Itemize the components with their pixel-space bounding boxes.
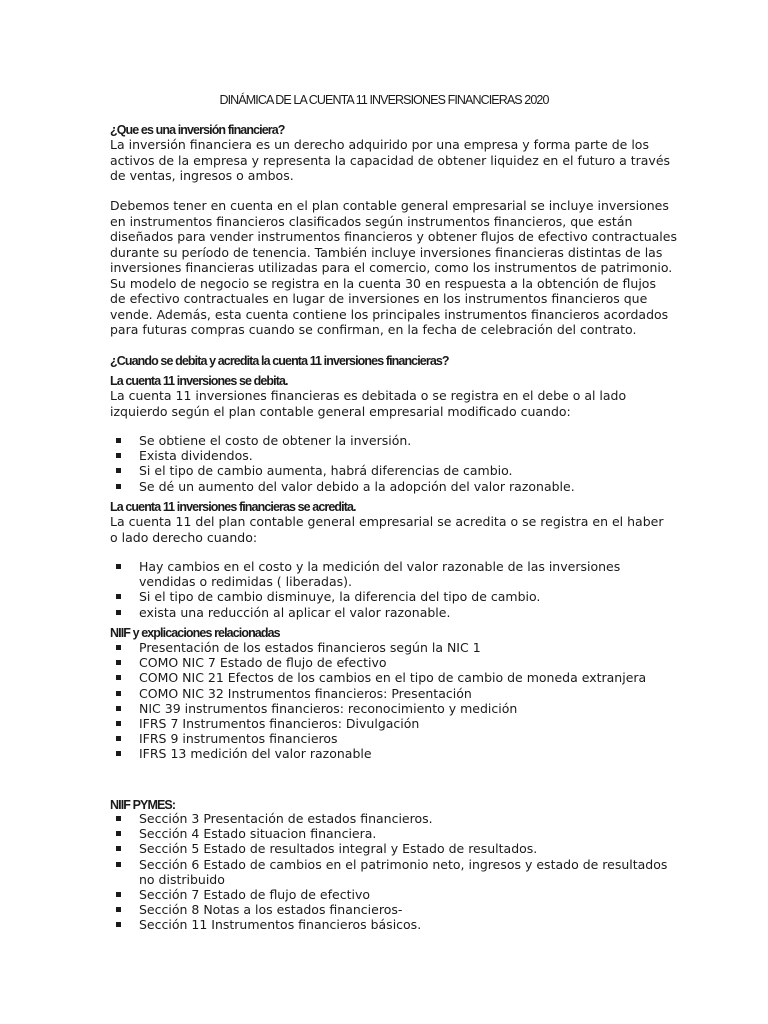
list-item: IFRS 9 instrumentos financieros <box>110 731 646 746</box>
credit-list <box>110 559 620 620</box>
pymes-list <box>110 811 667 933</box>
list-item <box>110 902 667 917</box>
list-item: Se dé un aumento del valor debido a la adopción del valor razonable. <box>110 479 575 494</box>
text-line: durante su período de tenencia. También incluye inversiones financieras distintas de las <box>110 244 663 260</box>
paragraph-plan-contable <box>110 198 677 338</box>
text-line: Su modelo de negocio se registra en la cuenta 30 en respuesta a la obtención de flujos <box>110 275 656 291</box>
text-line: en instrumentos financieros clasificados según instrumentos financieros, que están <box>110 213 633 229</box>
text-line: izquierdo según el plan contable general empresarial modificado cuando: <box>110 403 571 419</box>
debit-list <box>110 433 575 494</box>
text-line: Debemos tener en cuenta en el plan contable general empresarial se incluye inversiones <box>110 198 669 213</box>
niif-list <box>110 640 646 762</box>
list-item <box>110 559 620 589</box>
text-line: La cuenta 11 del plan contable general empresarial se acredita o se registra en el haber <box>110 514 664 529</box>
text-line: inversiones financieras utilizadas para el comercio, como los instrumentos de patrimonio. <box>110 260 673 275</box>
list-item-text: Sección 11 Instrumentos financieros básicos. <box>139 917 422 933</box>
list-item <box>110 917 667 932</box>
heading-credit: La cuenta 11 inversiones financieras se acredita. <box>110 500 356 514</box>
list-item <box>110 811 667 826</box>
text-line: La inversión financiera es un derecho adquirido por una empresa y forma parte de los <box>110 137 649 152</box>
text-line: para futuras compras cuando se confirman, en la fecha de celebración del contrato. <box>110 322 637 337</box>
heading-niif-pymes: NIIF PYMES: <box>110 798 176 812</box>
list-item-text: Sección 5 Estado de resultados integral y Estado de resultados. <box>139 841 538 857</box>
text-line: de ventas, ingresos o ambos. <box>110 168 294 183</box>
heading-niif: NIIF y explicaciones relacionadas <box>110 626 280 640</box>
paragraph-definition <box>110 137 670 184</box>
list-item <box>110 887 667 902</box>
heading-what-is-investment: ¿Que es una inversión financiera? <box>110 123 285 137</box>
list-item: Presentación de los estados financieros según la NIC 1 <box>110 640 646 655</box>
list-item-text: exista una reducción al aplicar el valor razonable. <box>139 604 451 620</box>
list-item <box>110 857 667 887</box>
list-item: NIC 39 instrumentos financieros: reconocimiento y medición <box>110 701 646 716</box>
text-line: de efectivo contractuales en lugar de inversiones en los instrumentos financieros que <box>110 291 648 306</box>
text-line: diseñados para vender instrumentos financieros y obtener flujos de efectivo contractuales <box>110 229 677 244</box>
heading-debit: La cuenta 11 inversiones se debita. <box>110 374 288 388</box>
list-item: COMO NIC 32 Instrumentos financieros: Presentación <box>110 686 646 701</box>
list-item <box>110 826 667 841</box>
list-item-text: Sección 8 Notas a los estados financieros- <box>139 902 403 918</box>
text-line: o lado derecho cuando: <box>110 529 258 545</box>
heading-debit-credit: ¿Cuando se debita y acredita la cuenta 11 inversiones financieras? <box>110 354 449 368</box>
list-item-text: Sección 6 Estado de cambios en el patrimonio neto, ingresos y estado de resultados <box>139 856 668 872</box>
text-line: activos de la empresa y representa la capacidad de obtener liquidez en el futuro a través <box>110 152 671 168</box>
list-item <box>110 605 620 620</box>
paragraph-credit <box>110 514 670 545</box>
list-item: IFRS 7 Instrumentos financieros: Divulgación <box>110 716 646 731</box>
list-item: Se obtiene el costo de obtener la inversión. <box>110 433 575 448</box>
document-title: DINÁMICA DE LA CUENTA 11 INVERSIONES FINANCIERAS 2020 <box>219 93 549 107</box>
paragraph-debit <box>110 388 670 419</box>
list-item: Si el tipo de cambio aumenta, habrá diferencias de cambio. <box>110 463 575 478</box>
list-item: COMO NIC 7 Estado de flujo de efectivo <box>110 655 646 670</box>
list-item: COMO NIC 21 Efectos de los cambios en el tipo de cambio de moneda extranjera <box>110 670 646 685</box>
list-item-text: Sección 4 Estado situacion financiera. <box>139 826 377 842</box>
text-line: La cuenta 11 inversiones financieras es debitada o se registra en el debe o al lado <box>110 388 627 403</box>
list-item <box>110 589 620 604</box>
list-item: Exista dividendos. <box>110 448 575 463</box>
list-item-text-continued: vendidas o redimidas ( liberadas). <box>139 574 352 590</box>
list-item <box>110 841 667 856</box>
list-item-text-continued: no distribuido <box>139 871 225 887</box>
list-item-text: Hay cambios en el costo y la medición del valor razonable de las inversiones <box>139 559 621 574</box>
list-item-text: Sección 3 Presentación de estados financieros. <box>139 811 433 826</box>
text-line: vende. Además, esta cuenta contiene los principales instrumentos financieros acordados <box>110 306 669 322</box>
list-item: IFRS 13 medición del valor razonable <box>110 746 646 761</box>
list-item-text: Si el tipo de cambio disminuye, la diferencia del tipo de cambio. <box>139 589 541 605</box>
list-item-text: Sección 7 Estado de flujo de efectivo <box>139 887 370 903</box>
